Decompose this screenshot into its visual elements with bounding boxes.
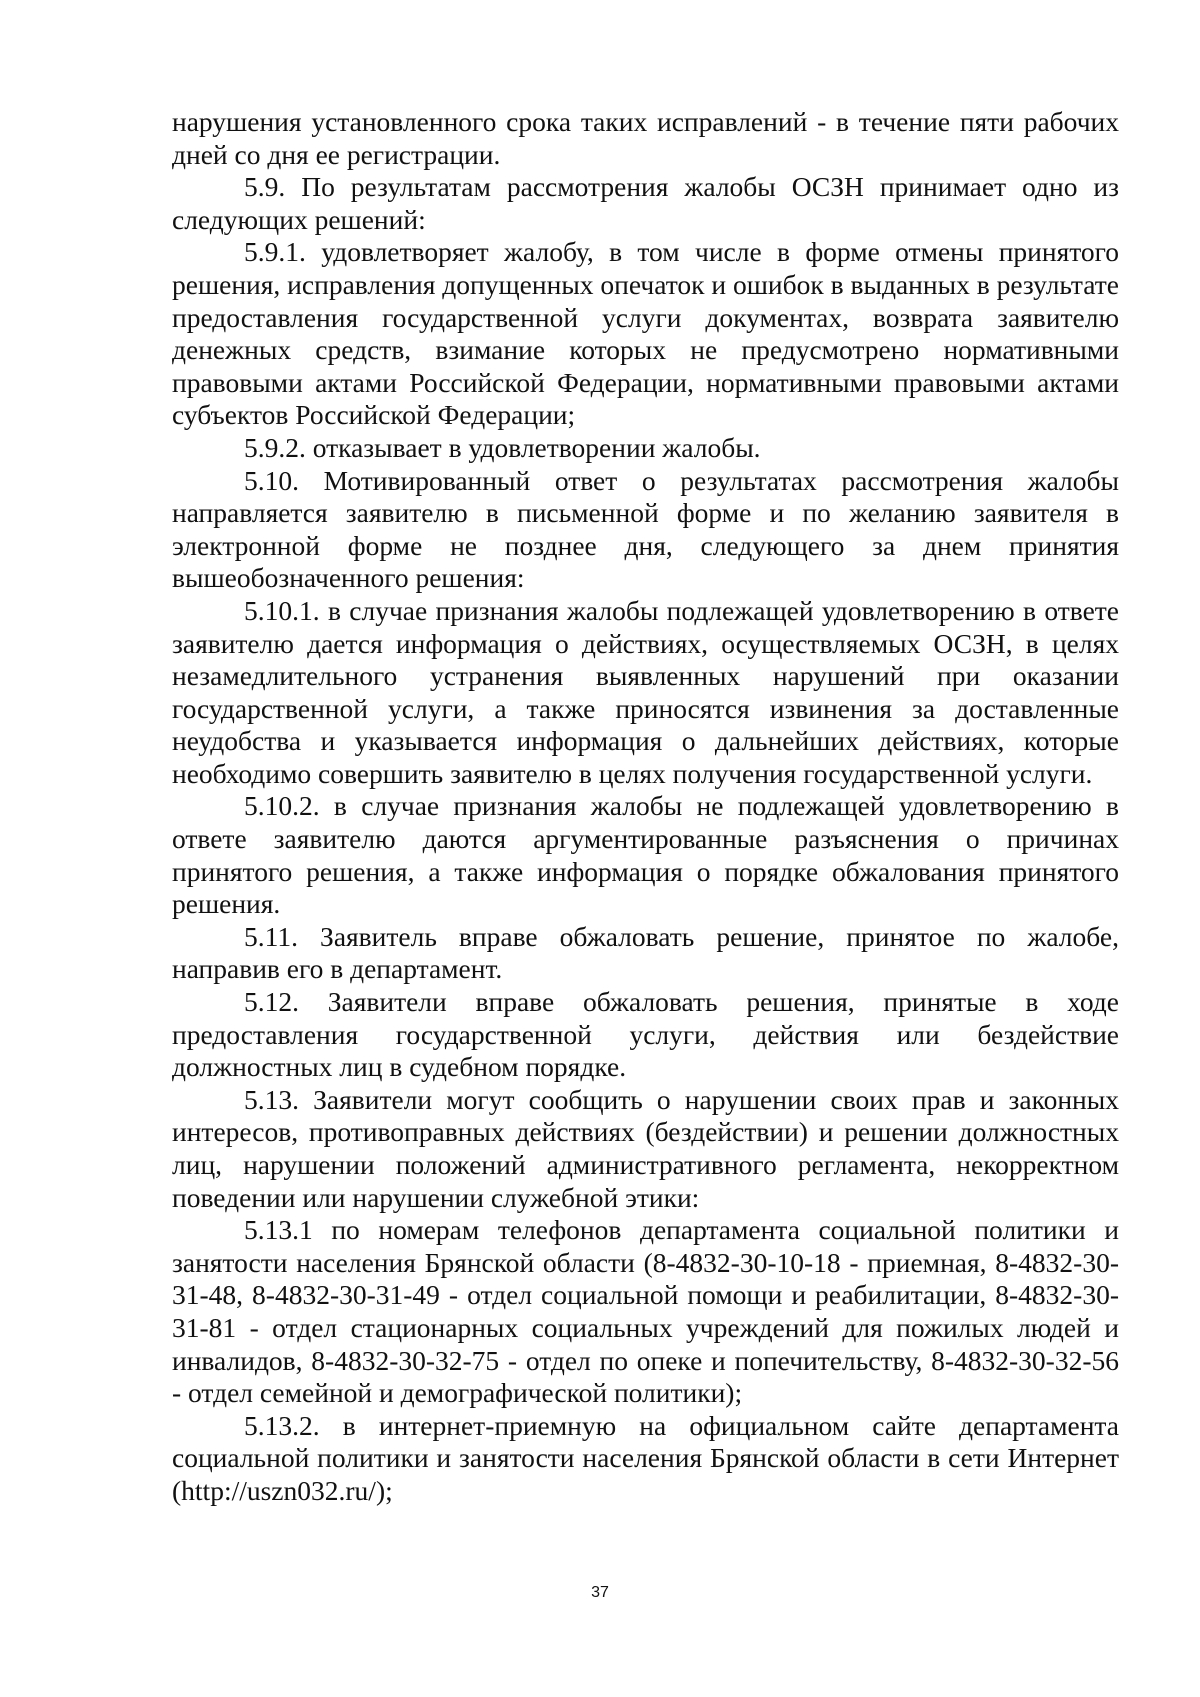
paragraph-5-9: 5.9. По результатам рассмотрения жалобы ОСЗН принимает одно из следующих решений: xyxy=(172,171,1119,235)
paragraph-5-9-1: 5.9.1. удовлетворяет жалобу, в том числе в форме отмены принятого решения, исправления допущенных опечаток и ошибок в выданных в результате предоставления государственной услуги документах, возврата заявителю денежных средств, взимание которых не предусмотрено нормативными правовыми актами Российской Федерации, нормативными правовыми актами субъектов Российской Федерации; xyxy=(172,236,1119,431)
page-number: 37 xyxy=(591,1584,609,1601)
paragraph-5-9-2: 5.9.2. отказывает в удовлетворении жалобы. xyxy=(244,431,761,463)
paragraph-5-13-1: 5.13.1 по номерам телефонов департамента социальной политики и занятости населения Брянской области (8-4832-30-10-18 - приемная, 8-4832-30-31-48, 8-4832-30-31-49 - отдел социальной помощи и реабилитации, 8-4832-30-31-81 - отдел стационарных социальных учреждений для пожилых людей и инвалидов, 8-4832-30-32-75 - отдел по опеке и попечительству, 8-4832-30-32-56 - отдел семейной и демографической политики); xyxy=(172,1214,1119,1409)
paragraph-5-11: 5.11. Заявитель вправе обжаловать решение, принятое по жалобе, направив его в департамент. xyxy=(172,920,1119,985)
paragraph-5-13: 5.13. Заявители могут сообщить о нарушении своих прав и законных интересов, противоправных действиях (бездействии) и решении должностных лиц, нарушении положений административного регламента, некорректном поведении или нарушении служебной этики: xyxy=(172,1083,1119,1213)
paragraph-5-13-2: 5.13.2. в интернет-приемную на официальном сайте департамента социальной политики и занятости населения Брянской области в сети Интернет (http://uszn032.ru/); xyxy=(172,1409,1119,1506)
paragraph-5-10-1: 5.10.1. в случае признания жалобы подлежащей удовлетворению в ответе заявителю дается информация о действиях, осуществляемых ОСЗН, в целях незамедлительного устранения выявленных нарушений при оказании государственной услуги, а также приносятся извинения за доставленные неудобства и указывается информация о дальнейших действиях, которые необходимо совершить заявителю в целях получения государственной услуги. xyxy=(172,594,1119,789)
paragraph-5-12: 5.12. Заявители вправе обжаловать решения, принятые в ходе предоставления государственной услуги, действия или бездействие должностных лиц в судебном порядке. xyxy=(172,986,1119,1083)
paragraph-continuation: нарушения установленного срока таких исправлений - в течение пяти рабочих дней со дня ее регистрации. xyxy=(172,106,1119,170)
paragraph-5-10-2: 5.10.2. в случае признания жалобы не подлежащей удовлетворению в ответе заявителю даются аргументированные разъяснения о причинах принятого решения, а также информация о порядке обжалования принятого решения. xyxy=(172,790,1119,920)
document-body xyxy=(172,106,1119,1508)
paragraph-5-10: 5.10. Мотивированный ответ о результатах рассмотрения жалобы направляется заявителю в письменной форме и по желанию заявителя в электронной форме не позднее дня, следующего за днем принятия вышеобозначенного решения: xyxy=(172,464,1119,594)
